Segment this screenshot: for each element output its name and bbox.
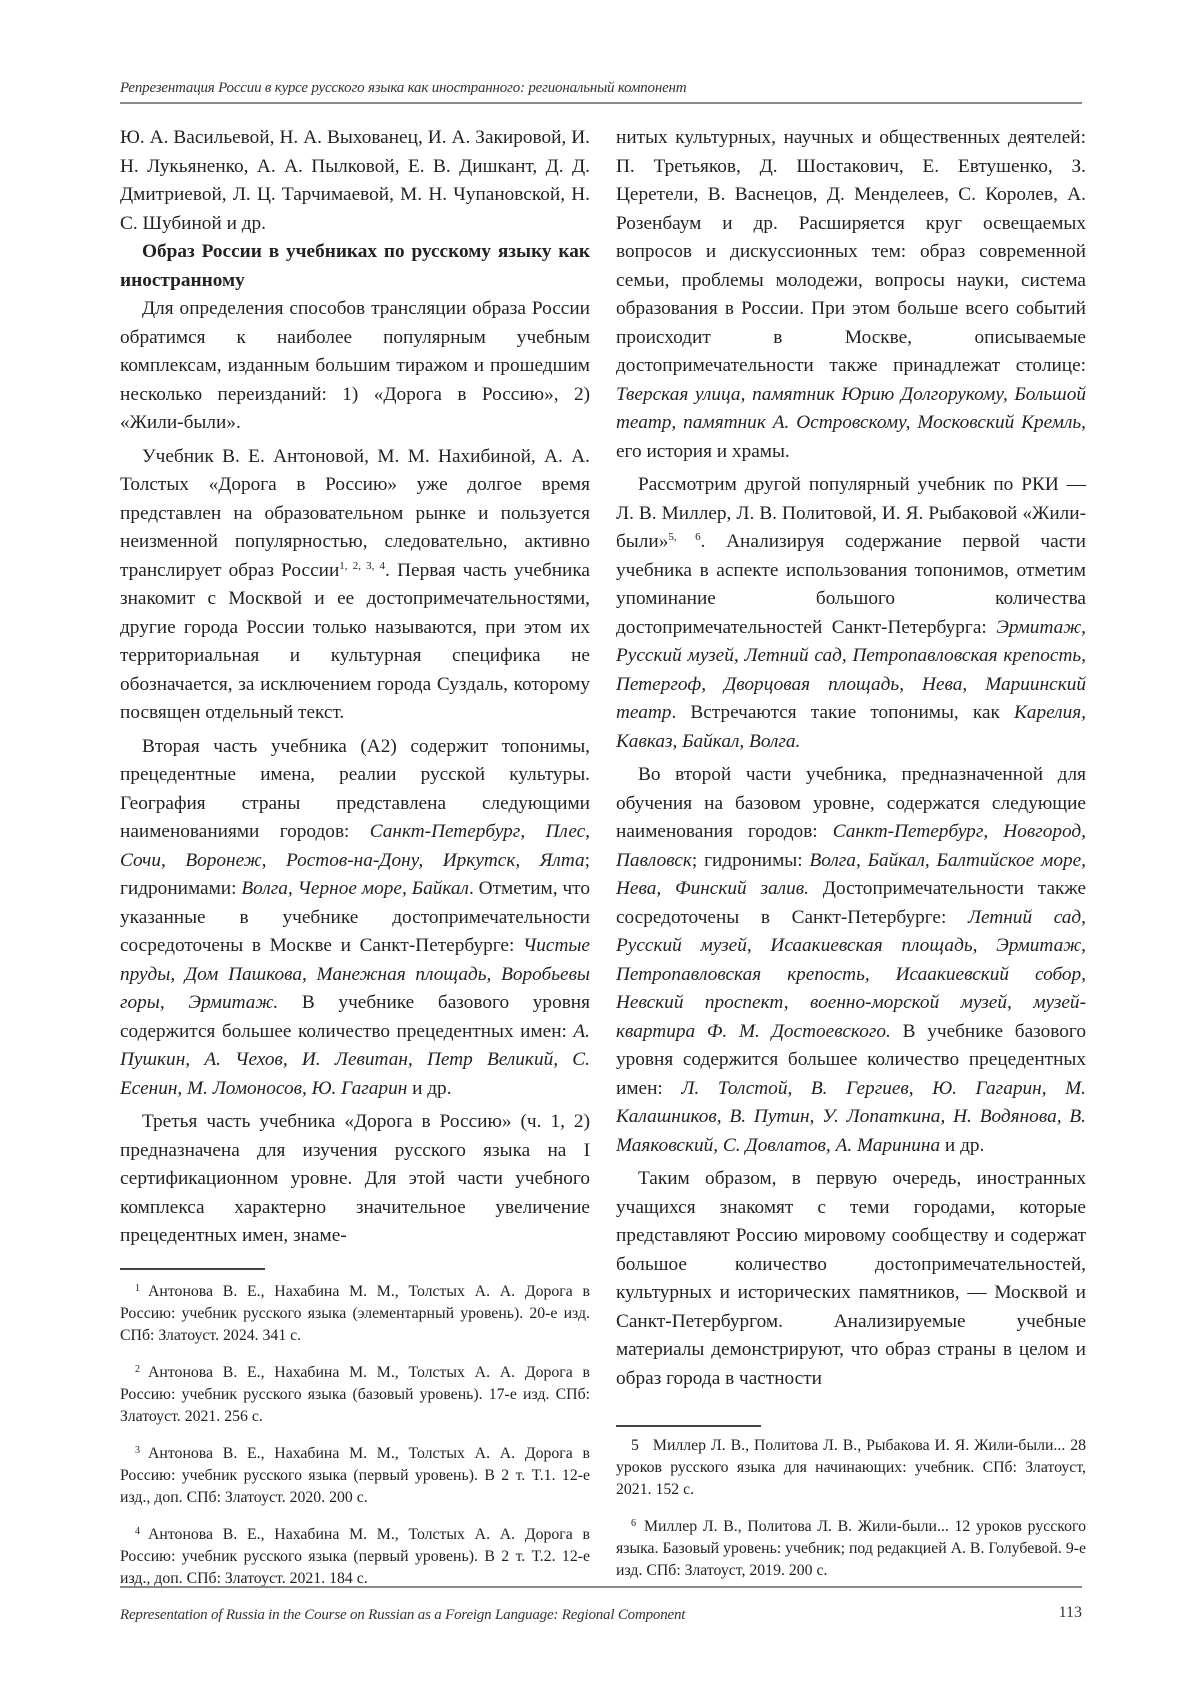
right-column [616,124,1086,1393]
paragraph [120,443,590,728]
text: . Анализируя содержание первой части учебника в аспекте использования топонимов, отметим упоминание большого количества достопримечательностей Санкт-Петербурга: [616,531,1086,638]
footnote-number: 4 [135,1525,140,1537]
toponyms-cities: Санкт-Петербург, Плес, Сочи, Воронеж, Ростов-на-Дону, Иркутск, Ялта [120,821,590,871]
paragraph [616,471,1086,756]
footnotes-left [120,1268,590,1602]
footnote-number: 5 [631,1436,639,1454]
footnote-text: Антонова В. Е., Нахабина М. М., Толстых А. А. Дорога в Россию: учебник русского языка (первый уровень). В 2 т. Т.2. 12-е изд., доп. СПб: Златоуст. 2021. 184 с. [120,1525,590,1587]
text: Достопримечательности также сосредоточены в Санкт-Петербурге: [616,878,1086,928]
footnote-text: Антонова В. Е., Нахабина М. М., Толстых А. А. Дорога в Россию: учебник русского языка (первый уровень). В 2 т. Т.1. 12-е изд., доп. СПб: Златоуст. 2020. 200 с. [120,1444,590,1506]
toponyms-hydronyms: Волга, Байкал, Балтийское море, Нева, Финский залив. [616,849,1086,899]
header-rule [120,102,1082,104]
left-column [120,124,590,1251]
paragraph: Третья часть учебника «Дорога в Россию» (ч. 1, 2) предназначена для изучения русского языка на I сертификационном уровне. Для этой части учебного комплекса характерно значительное увеличение прецедентных имен, знаме- [120,1111,590,1246]
footnote [616,1513,1086,1582]
sights-list: Чистые пруды, Дом Пашкова, Манежная площадь, Воробьевы горы, Эрмитаж. [120,935,590,1013]
footnote-ref[interactable]: 1, 2, 3, 4 [339,559,386,572]
footnote-ref[interactable]: 5, 6 [668,531,701,543]
text: . Первая часть учебника знакомит с Москвой и ее достопримечательностями, другие города России только называются, при этом их территориальная и культурная специфика не обозначается, за исключением города Суздаль, которому посвящен отдельный текст. [120,559,590,723]
footer-rule [120,1586,1082,1588]
paragraph: Для определения способов трансляции образа России обратимся к наиболее популярным учебным комплексам, изданным большим тиражом и прошедшим несколько переизданий: 1) «Дорога в Россию», 2) «Жили-были». [120,298,590,433]
text: и др. [407,1077,452,1099]
toponyms: Карелия, Кавказ, Байкал, Волга. [616,702,1086,752]
footnote [120,1278,590,1347]
text: . Встречаются такие топонимы, как [671,702,1014,723]
footnote [120,1359,590,1428]
footnote-number: 6 [631,1517,636,1529]
paragraph [120,733,590,1104]
precedent-names: Л. Толстой, В. Гергиев, Ю. Гагарин, М. Калашников, В. Путин, У. Лопаткина, Н. Водянова, В. Маяковский, С. Довлатов, А. Маринина [616,1077,1086,1156]
footnote-number: 1 [135,1282,140,1294]
text: Рассмотрим другой популярный учебник по РКИ — Л. В. Миллер, Л. В. Политовой, И. Я. Рыбаковой «Жили-были» [616,474,1086,552]
paragraph [616,761,1086,1160]
footnote-text: Миллер Л. В., Политова Л. В. Жили-были... 12 уроков русского языка. Базовый уровень: учебник; под редакцией А. В. Голубевой. 9-е изд. СПб: Златоуст, 2019. 200 с. [616,1517,1086,1579]
section-heading: Образ России в учебниках по русскому языку как иностранному [120,241,590,291]
text: . Отметим, что указанные в учебнике достопримечательности сосредоточены в Москве и Санкт-Петербурге: [120,878,590,956]
footnotes-right [616,1425,1086,1594]
text: Учебник В. Е. Антоновой, М. М. Нахибиной, А. А. Толстых «Дорога в Россию» уже долгое время представлен на образовательном рынке и пользуется неизменной популярностью, следовательно, активно транслирует образ России [120,445,590,581]
text: Во второй части учебника, предназначенной для обучения на базовом уровне, содержатся следующие наименования городов: [616,764,1086,842]
text: Вторая часть учебника (А2) содержит топонимы, прецедентные имена, реалии русской культуры. География страны представлена следующими наименованиями городов: [120,735,590,842]
sights-list: Эрмитаж, Русский музей, Летний сад, Петропавловская крепость, Петергоф, Дворцовая площадь, Нева, Мариинский театр [616,616,1086,723]
toponyms-hydronyms: Волга, Черное море, Байкал [241,878,469,899]
text: В учебнике базового уровня содержится большее количество прецедентных имен: [120,992,590,1042]
footnote [120,1440,590,1509]
paragraph [616,124,1086,466]
sights-list: Тверская улица, памятник Юрию Долгорукому, Большой театр, памятник А. Островскому, Московский Кремль [616,383,1086,433]
footnote-text: Миллер Л. В., Политова Л. В., Рыбакова И. Я. Жили-были... 28 уроков русского языка для начинающих: учебник. СПб: Златоуст, 2021. 152 с. [616,1436,1086,1498]
paragraph: Ю. А. Васильевой, Н. А. Выхованец, И. А. Закировой, И. Н. Лукьяненко, А. А. Пылковой, Е. В. Дишкант, Д. Д. Дмитриевой, Л. Ц. Тарчимаевой, М. Н. Чупановской, Н. С. Шубиной и др. [120,127,590,234]
footnote-text: Антонова В. Е., Нахабина М. М., Толстых А. А. Дорога в Россию: учебник русского языка (элементарный уровень). 20-е изд. СПб: Златоуст. 2024. 341 с. [120,1282,590,1344]
text: нитых культурных, научных и общественных деятелей: П. Третьяков, Д. Шостакович, Е. Евтушенко, З. Церетели, В. Васнецов, Д. Менделеев, С. Королев, А. Розенбаум и др. Расширяется круг освещаемых вопросов и дискуссионных тем: образ современной семьи, проблемы молодежи, вопросы науки, система образования в России. При этом больше всего событий происходит в Москве, описываемые достопримечательности также принадлежат столице: [616,127,1086,376]
footnote-text: Антонова В. Е., Нахабина М. М., Толстых А. А. Дорога в Россию: учебник русского языка (базовый уровень). 17-е изд. СПб: Златоуст. 2021. 256 с. [120,1363,590,1425]
footnote-number: 2 [135,1363,140,1375]
footnote-rule [616,1425,761,1427]
footnote [120,1521,590,1590]
footnote-rule [120,1268,265,1270]
text: ; гидронимами: [120,849,590,899]
precedent-names: А. Пушкин, А. Чехов, И. Левитан, Петр Великий, С. Есенин, М. Ломоносов, Ю. Гагарин [120,1020,590,1099]
toponyms-cities: Санкт-Петербург, Новгород, Павловск [616,821,1086,871]
sights-list: Летний сад, Русский музей, Исаакиевская площадь, Эрмитаж, Петропавловская крепость, Исаакиевский собор, Невский проспект, военно-морской музей, музей-квартира Ф. М. Достоевского. [616,906,1086,1042]
footnote-number: 3 [135,1444,140,1456]
paragraph: Таким образом, в первую очередь, иностранных учащихся знакомят с теми городами, которые представляют Россию мировому сообществу и содержат большое количество достопримечательностей, культурных и исторических памятников, — Москвой и Санкт-Петербургом. Анализируемые учебные материалы демонстрируют, что образ страны в целом и образ города в частности [616,1168,1086,1389]
page-number: 113 [1058,1604,1082,1621]
footnote [616,1435,1086,1501]
running-header-title: Репрезентация России в курсе русского языка как иностранного: региональный компонент [120,80,687,96]
text: , его история и храмы. [616,412,1086,462]
text: В учебнике базового уровня содержится большее количество прецедентных имен: [616,1020,1086,1099]
text: и др. [940,1134,985,1156]
running-footer-title: Representation of Russia in the Course on Russian as a Foreign Language: Regional Component [120,1607,686,1623]
text: ; гидронимы: [691,849,810,871]
